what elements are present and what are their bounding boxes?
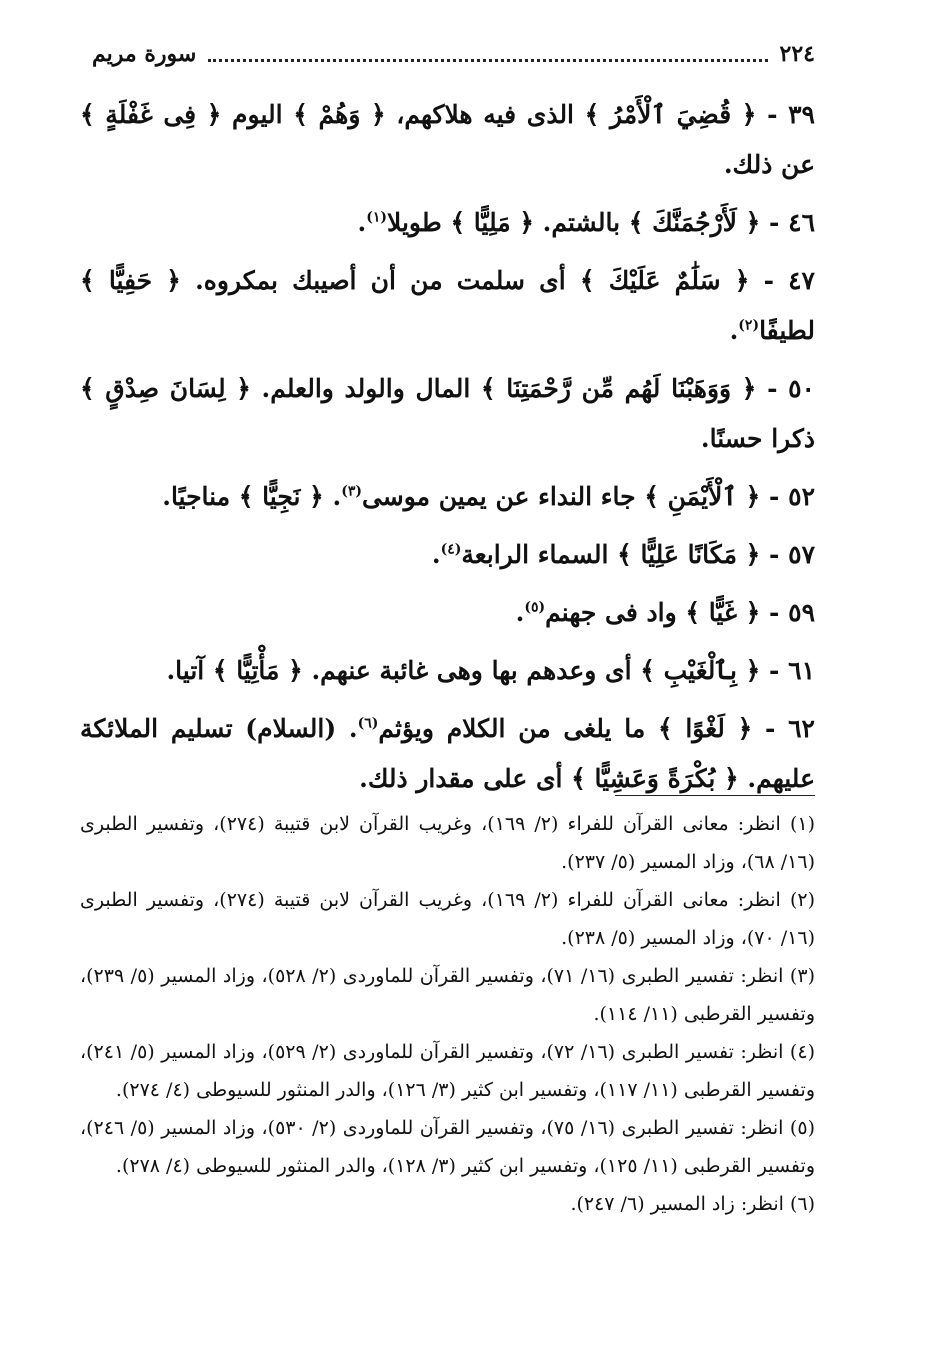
entry-text: ﴿ مَكَانًا عَلِيًّا ﴾ السماء الرابعة [461, 540, 761, 569]
entry-text: ﴿ لَغْوًا ﴾ ما يلغى من الكلام ويؤثم [378, 714, 753, 743]
footnote-number: (٤) [789, 1041, 815, 1063]
entry-50 [80, 364, 815, 464]
entry-text: ﴿ لَأَرْجُمَنَّكَ ﴾ بالشتم. ﴿ مَلِيًّا ﴾ طويلا [387, 208, 761, 237]
footnote-number: (٦) [789, 1193, 815, 1215]
footnote-2 [80, 881, 815, 957]
entry-tail: . ﴿ نَجِيًّا ﴾ مناجيًا. [162, 482, 342, 511]
entry-62 [80, 704, 815, 804]
footnote-text: انظر: معانى القرآن للفراء (٢/ ١٦٩)، وغريب القرآن لابن قتيبة (٢٧٤)، وتفسير الطبرى (١٦/ ٧٠)، وزاد المسير (٥/ ٢٣٨). [80, 889, 815, 949]
entry-tail: . [357, 208, 367, 237]
footnote-number: (١) [789, 813, 815, 835]
verse-number: ٦٢ - [765, 714, 815, 743]
entry-tail: . (السلام) تسليم الملائكة عليهم. ﴿ بُكْرَةً وَعَشِيًّا ﴾ أى على مقدار ذلك. [80, 714, 815, 793]
footnote-4 [80, 1033, 815, 1109]
entry-61 [80, 646, 815, 696]
entry-57 [80, 530, 815, 580]
footnote-5 [80, 1109, 815, 1185]
footnote-text: انظر: زاد المسير (٦/ ٢٤٧). [570, 1193, 784, 1215]
page-header [92, 36, 815, 72]
surah-title: سورة مريم [92, 41, 197, 67]
header-dotted-leader [208, 59, 767, 62]
entry-39 [80, 90, 815, 190]
footnote-ref: (١) [366, 209, 388, 226]
entry-text: ﴿ بِٱلْغَيْبِ ﴾ أى وعدهم بها وهى غائبة عنهم. ﴿ مَأْتِيًّا ﴾ آتيا. [166, 656, 761, 685]
entry-59 [80, 588, 815, 638]
footnote-ref: (٦) [357, 715, 379, 732]
verse-number: ٤٦ - [769, 208, 815, 237]
footnote-1 [80, 805, 815, 881]
footnote-ref: (٥) [524, 599, 546, 616]
footnote-separator [615, 795, 815, 796]
verse-number: ٥٠ - [767, 374, 815, 403]
page-number: ٢٢٤ [779, 41, 815, 67]
entry-52 [80, 472, 815, 522]
entry-46 [80, 198, 815, 248]
footnote-text: انظر: تفسير الطبرى (١٦/ ٧١)، وتفسير القرآن للماوردى (٢/ ٥٢٨)، وزاد المسير (٥/ ٢٣٩)، وتفسير القرطبى (١١/ ١١٤). [80, 965, 815, 1025]
footnote-number: (٣) [789, 965, 815, 987]
entry-tail: . [431, 540, 441, 569]
footnote-3 [80, 957, 815, 1033]
entry-text: ﴿ سَلَٰمٌ عَلَيْكَ ﴾ أى سلمت من أن أصيبك بمكروه. ﴿ حَفِيًّا ﴾ لطيفًا [80, 266, 815, 345]
verse-number: ٣٩ - [767, 100, 815, 129]
entry-text: ﴿ قُضِيَ ٱلْأَمْرُ ﴾ الذى فيه هلاكهم، ﴿ وَهُمْ ﴾ اليوم ﴿ فِى غَفْلَةٍ ﴾ عن ذلك. [80, 100, 815, 179]
verse-number: ٥٢ - [769, 482, 815, 511]
verse-number: ٥٧ - [769, 540, 815, 569]
footnote-ref: (٤) [440, 541, 462, 558]
entry-47 [80, 256, 815, 356]
entry-text: ﴿ وَوَهَبْنَا لَهُم مِّن رَّحْمَتِنَا ﴾ المال والولد والعلم. ﴿ لِسَانَ صِدْقٍ ﴾ ذكرا حسنًا. [80, 374, 815, 453]
verse-number: ٥٩ - [769, 598, 815, 627]
footnote-ref: (٣) [341, 483, 362, 500]
verse-number: ٦١ - [769, 656, 815, 685]
entry-tail: . [729, 316, 739, 345]
footnote-ref: (٢) [738, 317, 760, 334]
glossary-body [80, 90, 815, 812]
footnote-text: انظر: تفسير الطبرى (١٦/ ٧٥)، وتفسير القرآن للماوردى (٢/ ٥٣٠)، وزاد المسير (٥/ ٢٤٦)، وتفسير القرطبى (١١/ ١٢٥)، وتفسير ابن كثير (٣/ ١٢٨)، والدر المنثور للسيوطى (٤/ ٢٧٨). [80, 1117, 815, 1177]
footnote-text: انظر: معانى القرآن للفراء (٢/ ١٦٩)، وغريب القرآن لابن قتيبة (٢٧٤)، وتفسير الطبرى (١٦/ ٦٨)، وزاد المسير (٥/ ٢٣٧). [80, 813, 815, 873]
verse-number: ٤٧ - [763, 266, 815, 295]
entry-text: ﴿ ٱلْأَيْمَنِ ﴾ جاء النداء عن يمين موسى [361, 482, 761, 511]
entry-text: ﴿ غَيًّا ﴾ واد فى جهنم [545, 598, 761, 627]
entry-tail: . [515, 598, 525, 627]
footnote-number: (٢) [789, 889, 815, 911]
footnotes [80, 805, 815, 1223]
footnote-6 [80, 1185, 815, 1223]
footnote-number: (٥) [789, 1117, 815, 1139]
footnote-text: انظر: تفسير الطبرى (١٦/ ٧٢)، وتفسير القرآن للماوردى (٢/ ٥٢٩)، وزاد المسير (٥/ ٢٤١)، وتفسير القرطبى (١١/ ١١٧)، وتفسير ابن كثير (٣/ ١٢٦)، والدر المنثور للسيوطى (٤/ ٢٧٤). [80, 1041, 815, 1101]
